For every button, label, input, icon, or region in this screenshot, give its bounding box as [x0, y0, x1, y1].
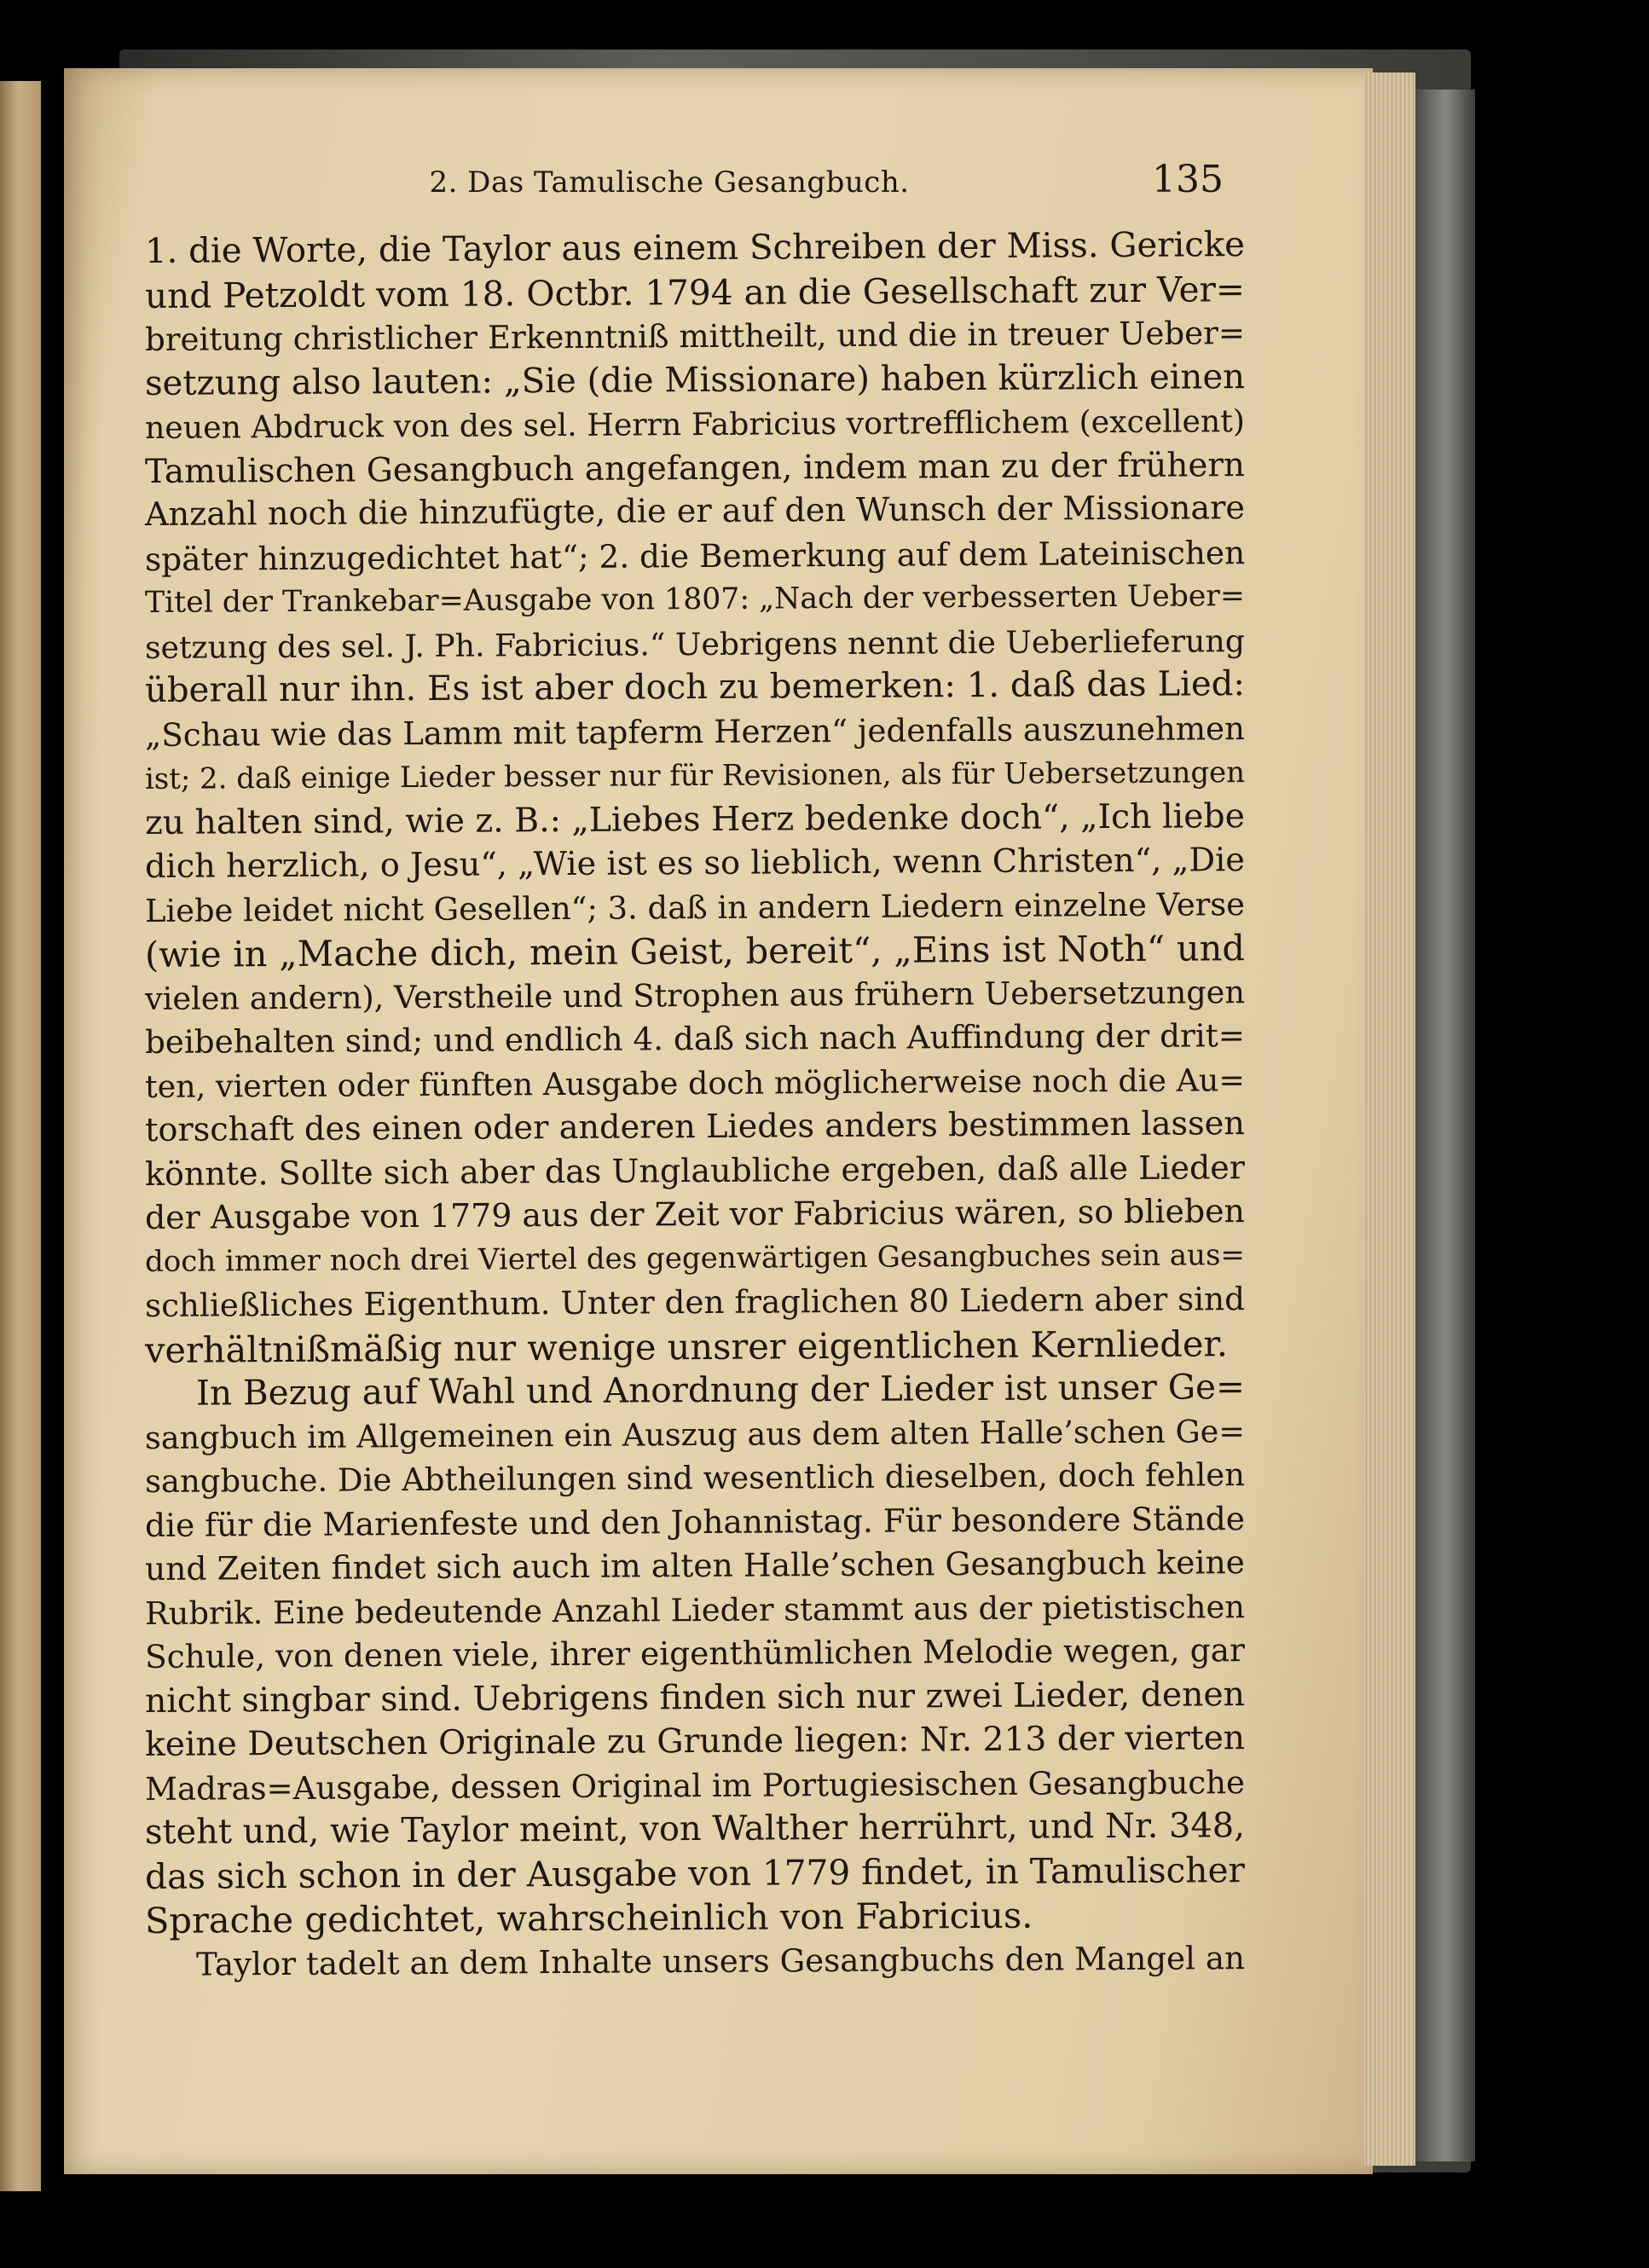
text-line: Schule, von denen viele, ihrer eigenthümlichen Melodie wegen, gar	[144, 1631, 1246, 1675]
text-line: setzung also lauten: „Sie (die Missionare) haben kürzlich einen	[144, 356, 1246, 403]
facing-page-edge	[0, 81, 41, 2191]
text-line: setzung des sel. J. Ph. Fabricius.“ Uebrigens nennt die Ueberlieferung	[144, 622, 1246, 666]
text-line: In Bezug auf Wahl und Anordnung der Lieder ist unser Ge=	[195, 1366, 1246, 1414]
page-block-edges	[1364, 72, 1415, 2166]
text-line: Taylor tadelt an dem Inhalte unsers Gesangbuchs den Mangel an	[195, 1938, 1246, 1983]
text-line: dich herzlich, o Jesu“, „Wie ist es so lieblich, wenn Christen“, „Die	[144, 841, 1246, 886]
running-head	[192, 158, 1224, 209]
text-line: Rubrik. Eine bedeutende Anzahl Lieder stammt aus der pietistischen	[144, 1588, 1246, 1632]
text-line: neuen Abdruck von des sel. Herrn Fabricius vortrefflichem (excellent)	[144, 402, 1246, 446]
text-line: das sich schon in der Ausgabe von 1779 findet, in Tamulischer	[144, 1849, 1246, 1897]
text-line: Anzahl noch die hinzufügte, die er auf den Wunsch der Missionare	[144, 489, 1246, 534]
text-line: vielen andern), Verstheile und Strophen aus frühern Uebersetzungen	[144, 973, 1246, 1017]
text-line: keine Deutschen Originale zu Grunde liegen: Nr. 213 der vierten	[144, 1719, 1246, 1764]
text-line: schließliches Eigenthum. Unter den fraglichen 80 Liedern aber sind	[144, 1280, 1246, 1324]
text-line: doch immer noch drei Viertel des gegenwärtigen Gesangbuches sein aus=	[144, 1237, 1246, 1279]
book-cover-edge	[1415, 90, 1475, 2161]
text-line: Tamulischen Gesangbuch angefangen, indem man zu der frühern	[144, 445, 1246, 491]
text-line: nicht singbar sind. Uebrigens finden sich nur zwei Lieder, denen	[144, 1675, 1246, 1721]
page-number: 135	[1152, 158, 1224, 201]
text-line: steht und, wie Taylor meint, von Walther herrührt, und Nr. 348,	[144, 1806, 1246, 1852]
text-line: zu halten sind, wie z. B.: „Liebes Herz bedenke doch“, „Ich liebe	[144, 796, 1246, 842]
text-line: und Zeiten findet sich auch im alten Halle’schen Gesangbuch keine	[144, 1543, 1246, 1588]
text-line: breitung christlicher Erkenntniß mittheilt, und die in treuer Ueber=	[144, 315, 1246, 358]
text-line: torschaft des einen oder anderen Liedes anders bestimmen lassen	[144, 1104, 1246, 1149]
text-line: (wie in „Mache dich, mein Geist, bereit“, „Eins ist Noth“ und	[144, 927, 1246, 975]
chapter-title: 2. Das Tamulische Gesangbuch.	[429, 165, 910, 200]
body-text	[144, 225, 1246, 1987]
text-line: überall nur ihn. Es ist aber doch zu bemerken: 1. daß das Lied:	[144, 664, 1246, 710]
text-line: 1. die Worte, die Taylor aus einem Schreiben der Miss. Gericke	[144, 225, 1246, 271]
text-line: verhältnißmäßig nur wenige unsrer eigentlichen Kernlieder.	[144, 1322, 1229, 1371]
text-line: sangbuche. Die Abtheilungen sind wesentlich dieselben, doch fehlen	[144, 1456, 1246, 1500]
text-line: ten, vierten oder fünften Ausgabe doch möglicherweise noch die Au=	[144, 1061, 1246, 1105]
text-line: beibehalten sind; und endlich 4. daß sich nach Auffindung der drit=	[144, 1016, 1246, 1061]
text-line: Madras=Ausgabe, dessen Original im Portugiesischen Gesangbuche	[144, 1763, 1246, 1808]
book-page	[64, 68, 1373, 2174]
text-line: Titel der Trankebar=Ausgabe von 1807: „Nach der verbesserten Ueber=	[144, 579, 1246, 620]
text-line: die für die Marienfeste und den Johannistag. Für besondere Stände	[144, 1499, 1246, 1544]
text-line: der Ausgabe von 1779 aus der Zeit vor Fabricius wären, so blieben	[144, 1192, 1246, 1236]
text-line: Sprache gedichtet, wahrscheinlich von Fabricius.	[144, 1894, 1033, 1941]
text-line: ist; 2. daß einige Lieder besser nur für Revisionen, als für Uebersetzungen	[144, 755, 1246, 796]
text-line: sangbuch im Allgemeinen ein Auszug aus dem alten Halle’schen Ge=	[144, 1412, 1246, 1456]
text-line: später hinzugedichtet hat“; 2. die Bemerkung auf dem Lateinischen	[144, 533, 1246, 578]
text-line: könnte. Sollte sich aber das Unglaubliche ergeben, daß alle Lieder	[144, 1148, 1246, 1193]
text-line: Liebe leidet nicht Gesellen“; 3. daß in andern Liedern einzelne Verse	[144, 885, 1246, 929]
text-line: „Schau wie das Lamm mit tapferm Herzen“ jedenfalls auszunehmen	[144, 709, 1246, 754]
text-line: und Petzoldt vom 18. Octbr. 1794 an die Gesellschaft zur Ver=	[144, 268, 1246, 316]
